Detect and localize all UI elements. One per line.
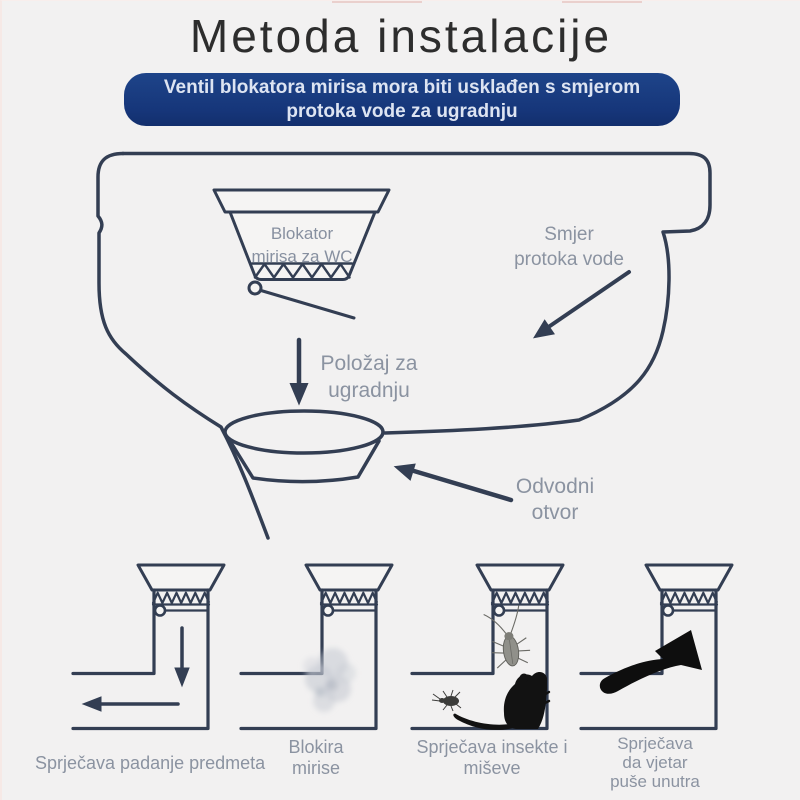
drain-opening-label bbox=[475, 474, 635, 526]
page-title: Metoda instalacije bbox=[189, 10, 613, 62]
feature-label-insects-mice: Sprječava insekte i miševe bbox=[416, 737, 568, 778]
position-label-line-2: ugradnju bbox=[328, 379, 410, 402]
pipe-structure-4 bbox=[581, 565, 732, 729]
device-hinge-pin bbox=[249, 282, 261, 294]
flow-direction-arrow-icon bbox=[535, 272, 629, 337]
odor-smoke-icon bbox=[303, 648, 356, 712]
drain-label-line-1: Odvodni bbox=[515, 475, 595, 498]
banner-line-2: protoka vode za ugradnju bbox=[286, 100, 518, 122]
mouse-icon bbox=[453, 672, 549, 730]
feature-label-falling-objects: Sprječava padanje predmeta bbox=[35, 753, 266, 773]
falling-objects-arrows-icon bbox=[83, 628, 189, 711]
feature-label-blocks-odors: Blokira mirise bbox=[288, 737, 344, 778]
flow-direction-label bbox=[489, 222, 649, 272]
position-label-line-1: Položaj za bbox=[320, 352, 418, 375]
device-label-line-1: Blokator bbox=[270, 224, 334, 243]
device-funnel bbox=[214, 190, 389, 212]
drain-bowl-rim bbox=[225, 411, 383, 453]
device-label-line-2: mirisa za WC bbox=[251, 247, 353, 266]
bug-icon bbox=[432, 690, 461, 711]
wind-arrow-icon bbox=[600, 630, 702, 694]
flow-label-line-1: Smjer bbox=[544, 224, 594, 245]
flow-label-line-2: protoka vode bbox=[514, 249, 624, 270]
feature-label-wind: Sprječava da vjetar puše unutra bbox=[610, 734, 700, 791]
drain-label-line-2: otvor bbox=[531, 501, 579, 524]
install-position-label bbox=[289, 350, 449, 404]
device-flap-lever bbox=[261, 291, 354, 319]
banner-line-1: Ventil blokatora mirisa mora biti usklađen s smjerom bbox=[163, 76, 641, 98]
device-label bbox=[227, 222, 377, 268]
cockroach-icon bbox=[483, 605, 532, 669]
